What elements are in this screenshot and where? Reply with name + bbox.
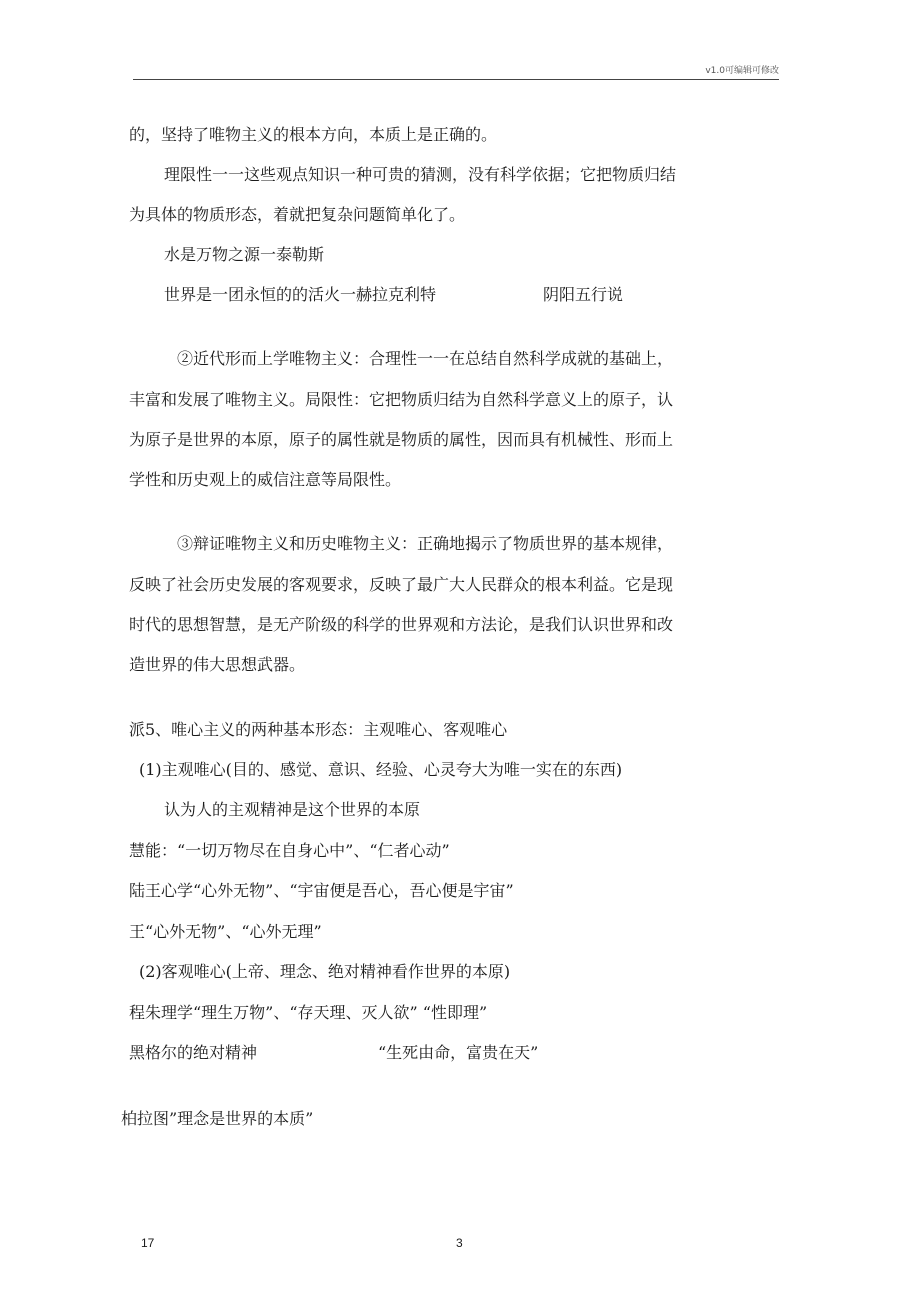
text-line-7: 丰富和发展了唯物主义。局限性：它把物质归结为自然科学意义上的原子，认 — [129, 390, 674, 409]
text-line-17: 慧能：“一切万物尽在自身心中”、“仁者心动” — [129, 841, 450, 860]
footer-left-number: 17 — [141, 1236, 155, 1250]
text-line-14: 派5、唯心主义的两种基本形态：主观唯心、客观唯心 — [129, 720, 508, 739]
text-line-5: 世界是一团永恒的的活火一赫拉克利特 — [164, 285, 437, 304]
text-line-2: 理限性一一这些观点知识一种可贵的猜测，没有科学依据；它把物质归结 — [164, 165, 677, 184]
text-line-23: 柏拉图”理念是世界的本质” — [121, 1109, 314, 1128]
header-version-note: v1.0可编辑可修改 — [705, 66, 779, 76]
text-line-22b: “生死由命，富贵在天” — [378, 1043, 539, 1062]
text-line-22: 黑格尔的绝对精神 — [129, 1043, 258, 1062]
text-line-10: ③辩证唯物主义和历史唯物主义：正确地揭示了物质世界的基本规律， — [177, 534, 674, 553]
text-line-20: (2)客观唯心(上帝、理念、绝对精神看作世界的本原) — [139, 962, 511, 981]
text-line-5b: 阴阳五行说 — [543, 285, 624, 304]
text-line-3: 为具体的物质形态，着就把复杂问题简单化了。 — [129, 205, 466, 224]
text-line-12: 时代的思想智慧，是无产阶级的科学的世界观和方法论，是我们认识世界和改 — [129, 615, 674, 634]
text-line-9: 学性和历史观上的威信注意等局限性。 — [129, 470, 402, 489]
text-line-21: 程朱理学“理生万物”、“存天理、灭人欲” “性即理” — [129, 1003, 488, 1022]
text-line-11: 反映了社会历史发展的客观要求，反映了最广大人民群众的根本利益。它是现 — [129, 575, 674, 594]
text-line-19: 王“心外无物”、“心外无理” — [129, 922, 322, 941]
text-line-15: (1)主观唯心(目的、感觉、意识、经验、心灵夸大为唯一实在的东西) — [139, 760, 623, 779]
text-line-8: 为原子是世界的本原，原子的属性就是物质的属性，因而具有机械性、形而上 — [129, 430, 674, 449]
footer-page-number: 3 — [456, 1236, 463, 1250]
text-line-4: 水是万物之源一泰勒斯 — [164, 245, 325, 264]
text-line-1: 的，坚持了唯物主义的根本方向，本质上是正确的。 — [129, 125, 498, 144]
text-line-6: ②近代形而上学唯物主义：合理性一一在总结自然科学成就的基础上， — [177, 349, 674, 368]
header-rule — [133, 79, 779, 80]
text-line-13: 造世界的伟大思想武器。 — [129, 655, 306, 674]
text-line-18: 陆王心学“心外无物”、“宇宙便是吾心，吾心便是宇宙” — [129, 881, 514, 900]
text-line-16: 认为人的主观精神是这个世界的本原 — [164, 800, 421, 819]
